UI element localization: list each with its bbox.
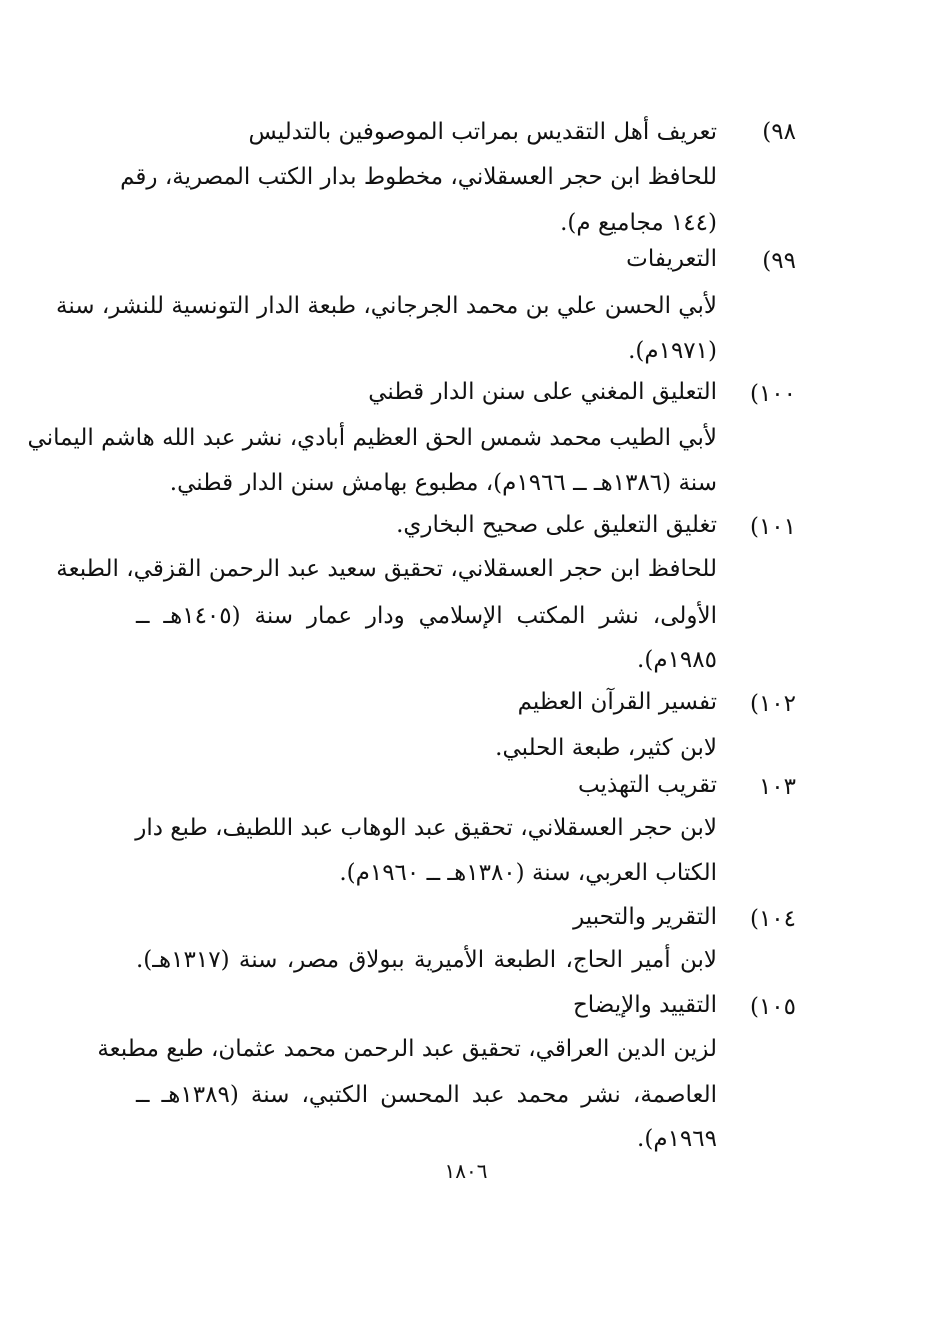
entry-text-line: لابن أمير الحاج، الطبعة الأميرية ببولاق مصر، سنة (١٣١٧هـ).	[136, 947, 717, 973]
entry-text-line: الأولى، نشر المكتب الإسلامي ودار عمار سنة (١٤٠٥هـ ــ	[136, 603, 717, 629]
entry-title: تغليق التعليق على صحيح البخاري.	[396, 512, 717, 538]
entry-title: تقريب التهذيب	[577, 772, 717, 798]
entry-text-line: للحافظ ابن حجر العسقلاني، مخطوط بدار الكتب المصرية، رقم	[120, 164, 717, 190]
entry-text-line: لابن كثير، طبعة الحلبي.	[495, 735, 717, 761]
entry-text-line: (١٩٧١م).	[628, 338, 717, 364]
entry-text-line: الكتاب العربي، سنة (١٣٨٠هـ ــ ١٩٦٠م).	[339, 860, 717, 886]
page-number: ١٨٠٦	[444, 1159, 488, 1183]
entry-text-line: لأبي الحسن علي بن محمد الجرجاني، طبعة الدار التونسية للنشر، سنة	[56, 293, 717, 319]
entry-number: ١٠٥)	[749, 994, 796, 1020]
entry-title: التقرير والتحبير	[573, 904, 717, 930]
entry-text-line: لزين الدين العراقي، تحقيق عبد الرحمن محمد عثمان، طبع مطبعة	[97, 1036, 717, 1062]
entry-text-line: لابن حجر العسقلاني، تحقيق عبد الوهاب عبد اللطيف، طبع دار	[135, 815, 717, 841]
entry-number: ٩٨)	[762, 119, 796, 145]
entry-text-line: للحافظ ابن حجر العسقلاني، تحقيق سعيد عبد الرحمن القزقي، الطبعة	[56, 556, 717, 582]
entry-title: التعليق المغني على سنن الدار قطني	[368, 379, 717, 405]
entry-text-line: لأبي الطيب محمد شمس الحق العظيم أبادي، نشر عبد الله هاشم اليماني	[27, 425, 717, 451]
entry-number: ١٠٠)	[749, 381, 796, 407]
entry-title: التعريفات	[626, 246, 717, 272]
entry-text-line: ١٩٨٥م).	[637, 647, 717, 673]
entry-title: تعريف أهل التقديس بمراتب الموصوفين بالتدليس	[248, 119, 717, 145]
entry-number: ١٠١)	[749, 514, 796, 540]
entry-text-line: ١٩٦٩م).	[637, 1126, 717, 1152]
entry-title: تفسير القرآن العظيم	[517, 689, 717, 715]
entry-text-line: العاصمة، نشر محمد عبد المحسن الكتبي، سنة (١٣٨٩هـ ــ	[136, 1082, 717, 1108]
entry-text-line: (١٤٤ مجاميع م).	[560, 210, 717, 236]
entry-number: ١٠٣	[758, 774, 796, 800]
entry-number: ٩٩)	[762, 248, 796, 274]
entry-number: ١٠٤)	[749, 906, 796, 932]
entry-title: التقييد والإيضاح	[572, 992, 717, 1018]
entry-number: ١٠٢)	[749, 691, 796, 717]
entry-text-line: سنة (١٣٨٦هـ ــ ١٩٦٦م)، مطبوع بهامش سنن الدار قطني.	[169, 470, 717, 496]
